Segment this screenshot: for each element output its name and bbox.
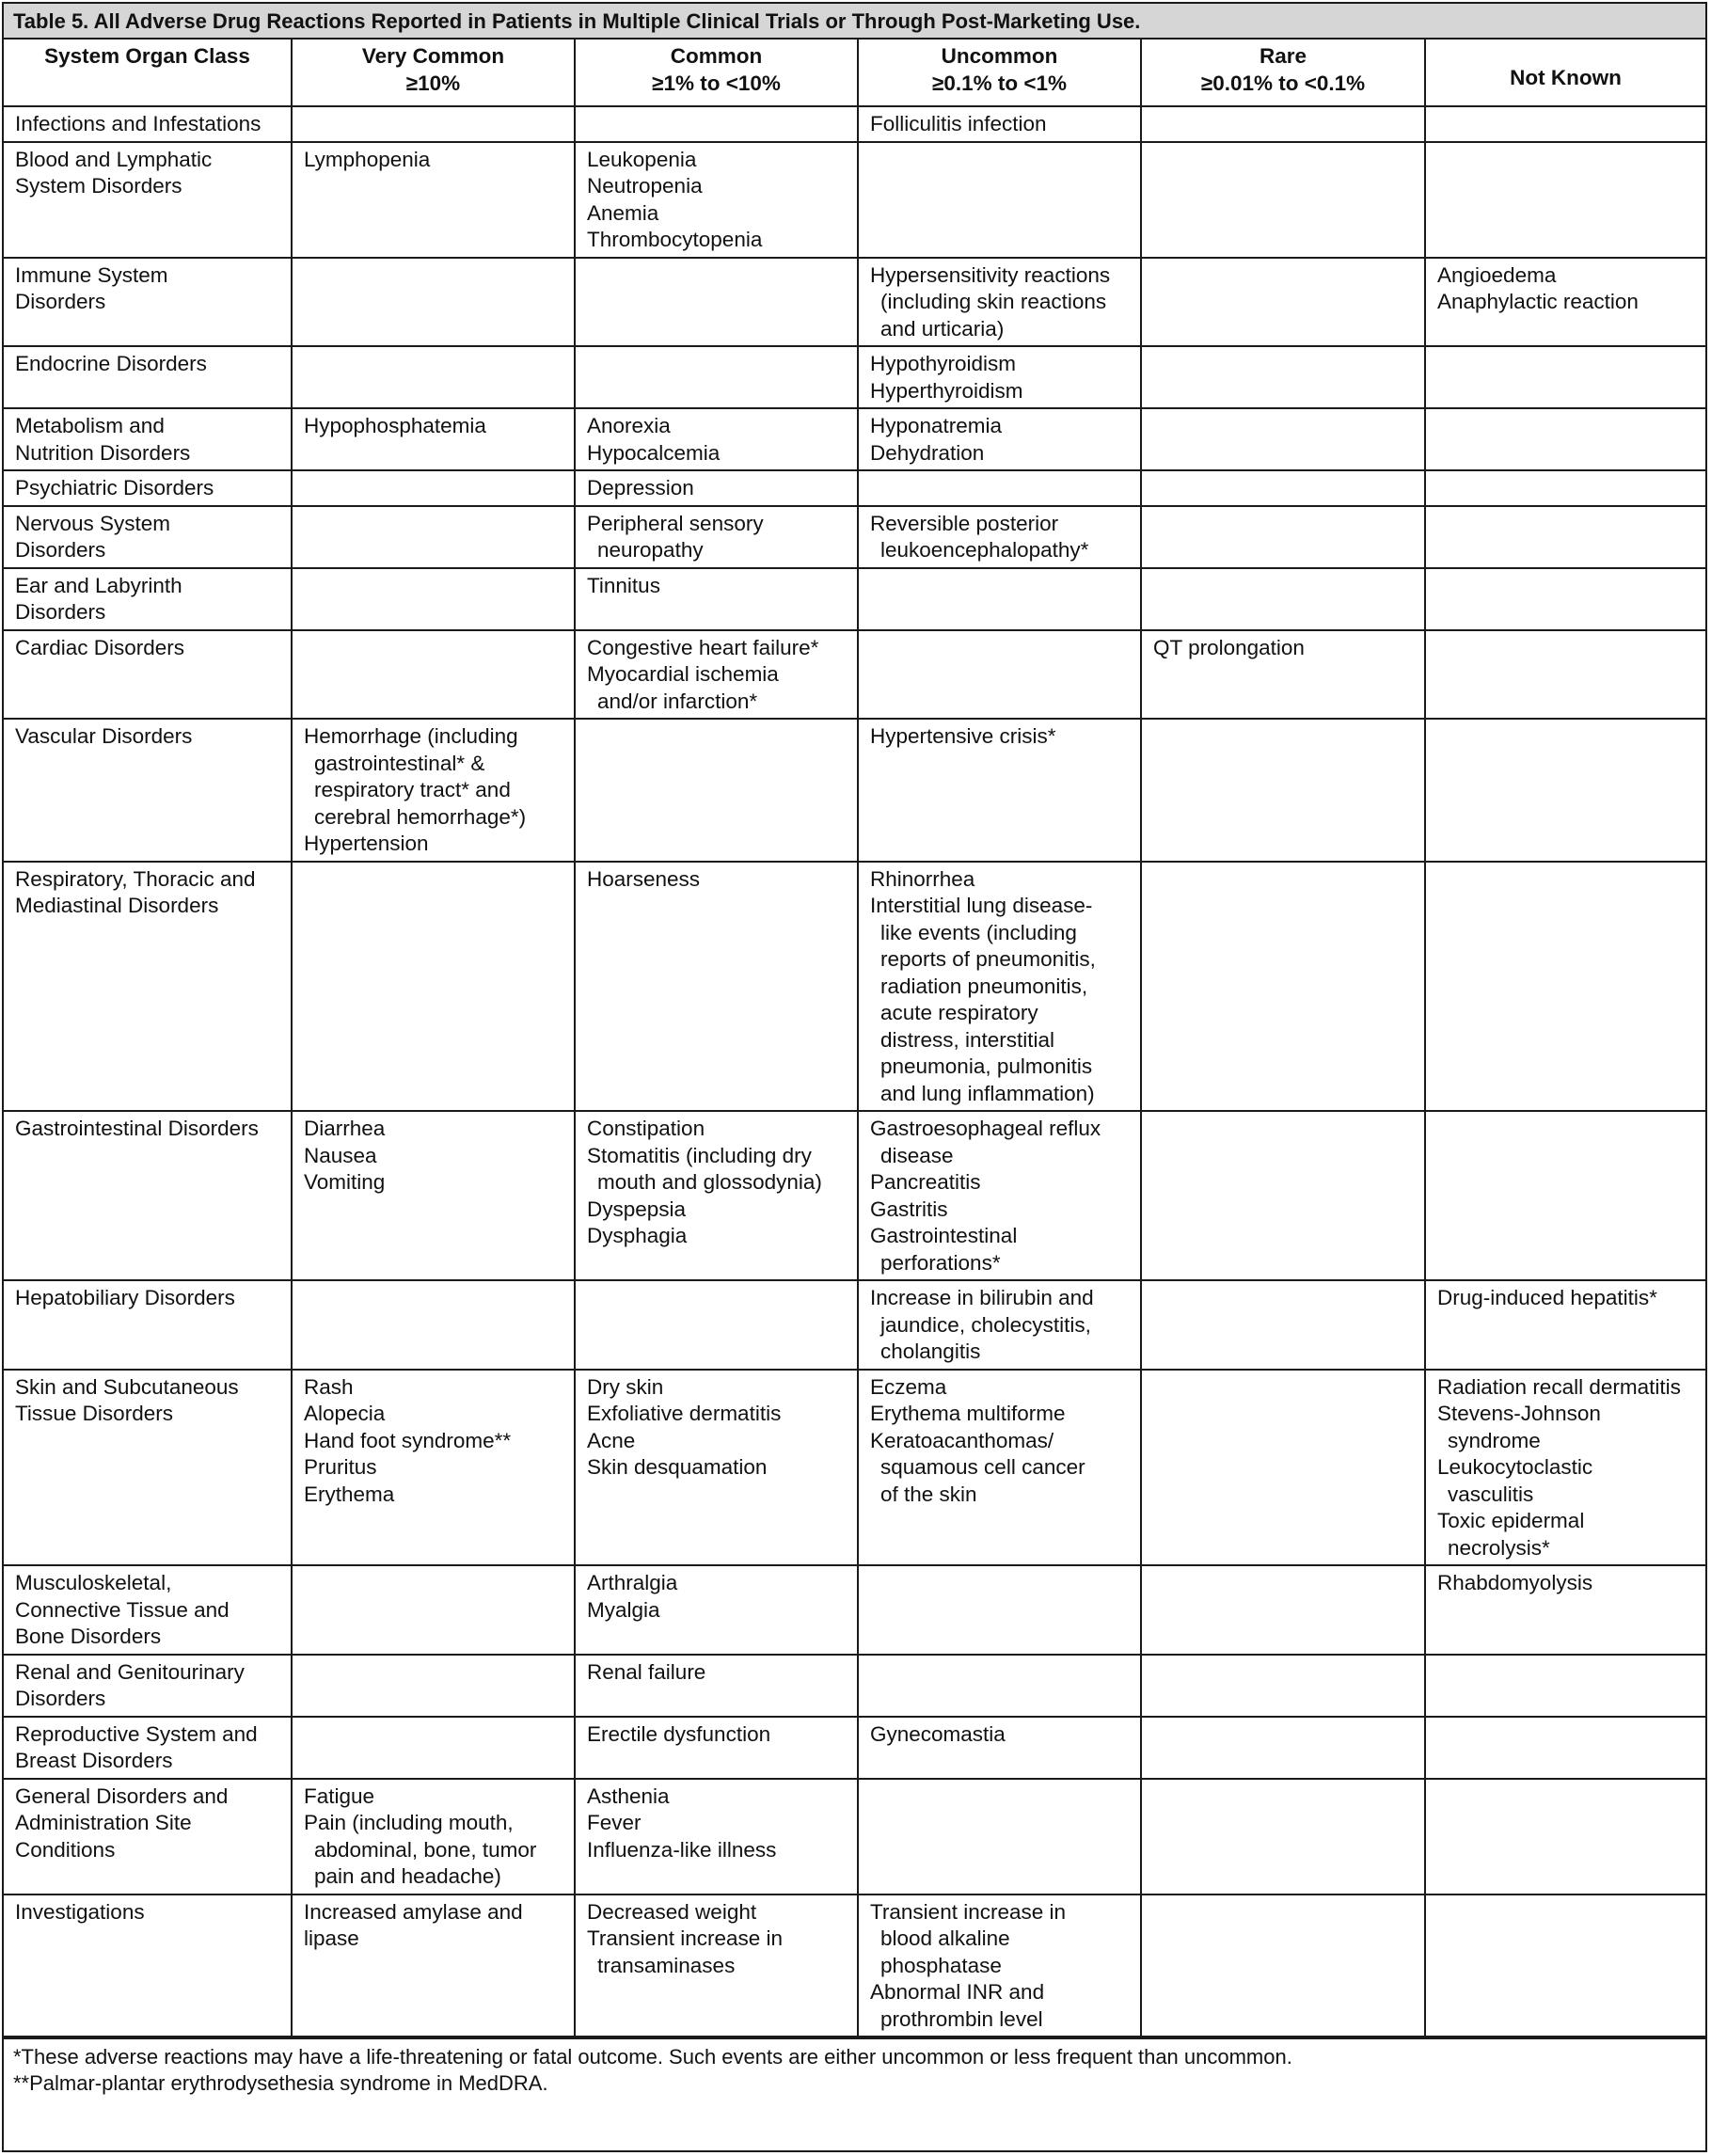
cell-line: Folliculitis infection: [870, 112, 1047, 135]
cell-line: leukoencephalopathy*: [880, 538, 1089, 562]
cell-line: Interstitial lung disease-: [870, 894, 1093, 917]
cell-line: Increase in bilirubin and: [870, 1286, 1094, 1309]
cell-line: Erectile dysfunction: [587, 1721, 771, 1746]
cell-line: Arthralgia: [587, 1571, 678, 1594]
cell-line: Rash: [304, 1374, 354, 1399]
table-row: [4, 106, 1705, 142]
adverse-reactions-table: [4, 40, 1705, 2037]
cell-line: Disorders: [15, 600, 106, 624]
cell-line: gastrointestinal* &: [314, 751, 485, 775]
cell-line: Hemorrhage (including: [304, 724, 518, 748]
cell-line: like events (including: [880, 920, 1077, 944]
cell-common: [575, 568, 858, 630]
cell-line: Transient increase in: [870, 1899, 1067, 1924]
cell-not-known: [1425, 630, 1705, 720]
header-name: Rare: [1259, 44, 1307, 68]
cell-rare: [1141, 630, 1425, 720]
cell-line: Pancreatitis: [870, 1170, 981, 1194]
header-frequency: ≥0.1% to <1%: [931, 71, 1068, 95]
cell-line: Immune System: [15, 262, 168, 287]
table-row: [4, 258, 1705, 347]
cell-line: QT prolongation: [1153, 635, 1305, 659]
cell-line: mouth and glossodynia): [597, 1170, 822, 1194]
cell-line: perforations*: [880, 1250, 1001, 1275]
cell-rare: [1141, 1717, 1425, 1779]
cell-not-known: [1425, 1894, 1705, 2037]
cell-line: Hypocalcemia: [587, 440, 721, 465]
cell-line: General Disorders and: [15, 1783, 229, 1808]
cell-very-common: [292, 568, 575, 630]
cell-system-organ-class: [4, 1894, 292, 2037]
cell-line: Eczema: [870, 1374, 947, 1399]
cell-rare: [1141, 568, 1425, 630]
cell-line: Skin desquamation: [587, 1455, 768, 1479]
cell-line: Anorexia: [587, 414, 671, 437]
cell-uncommon: [858, 1779, 1141, 1894]
cell-very-common: [292, 506, 575, 568]
cell-line: Asthenia: [587, 1783, 670, 1808]
cell-line: pain and headache): [314, 1864, 501, 1888]
cell-rare: [1141, 1565, 1425, 1655]
cell-common: [575, 1717, 858, 1779]
cell-not-known: [1425, 346, 1705, 408]
cell-not-known: [1425, 506, 1705, 568]
cell-system-organ-class: [4, 1280, 292, 1370]
cell-line: Radiation recall dermatitis: [1437, 1374, 1681, 1399]
cell-line: Ear and Labyrinth: [15, 573, 182, 597]
header-frequency: ≥10%: [405, 71, 461, 95]
cell-system-organ-class: [4, 106, 292, 142]
cell-uncommon: [858, 1370, 1141, 1566]
cell-not-known: [1425, 408, 1705, 470]
cell-very-common: [292, 1894, 575, 2037]
table-row: [4, 1717, 1705, 1779]
cell-rare: [1141, 1894, 1425, 2037]
cell-system-organ-class: [4, 1655, 292, 1717]
table-row: [4, 862, 1705, 1112]
cell-not-known: [1425, 719, 1705, 862]
cell-not-known: [1425, 142, 1705, 258]
header-common: [575, 40, 858, 106]
header-rare: [1141, 40, 1425, 106]
cell-very-common: [292, 346, 575, 408]
cell-common: [575, 142, 858, 258]
cell-line: prothrombin level: [880, 2006, 1043, 2031]
cell-common: [575, 862, 858, 1112]
cell-common: [575, 408, 858, 470]
table-body: [4, 106, 1705, 2037]
cell-line: disease: [880, 1143, 954, 1167]
cell-line: Decreased weight: [587, 1899, 757, 1924]
cell-very-common: [292, 719, 575, 862]
cell-line: vasculitis: [1448, 1482, 1534, 1506]
cell-very-common: [292, 258, 575, 347]
cell-uncommon: [858, 1717, 1141, 1779]
cell-line: syndrome: [1448, 1428, 1541, 1452]
cell-very-common: [292, 1655, 575, 1717]
cell-rare: [1141, 346, 1425, 408]
header-frequency: ≥1% to <10%: [652, 71, 781, 95]
cell-common: [575, 630, 858, 720]
cell-system-organ-class: [4, 719, 292, 862]
cell-not-known: [1425, 1655, 1705, 1717]
cell-not-known: [1425, 470, 1705, 506]
header-name: System Organ Class: [44, 44, 250, 68]
cell-rare: [1141, 719, 1425, 862]
cell-uncommon: [858, 106, 1141, 142]
cell-common: [575, 1370, 858, 1566]
header-name: Very Common: [361, 44, 505, 68]
cell-line: Neutropenia: [587, 174, 703, 198]
cell-line: Anemia: [587, 200, 659, 225]
cell-not-known: [1425, 1111, 1705, 1280]
cell-very-common: [292, 408, 575, 470]
cell-very-common: [292, 862, 575, 1112]
cell-line: Myalgia: [587, 1597, 660, 1622]
cell-line: and lung inflammation): [880, 1081, 1095, 1105]
header-name: Uncommon: [941, 44, 1058, 68]
cell-system-organ-class: [4, 1370, 292, 1566]
cell-system-organ-class: [4, 142, 292, 258]
table-row: [4, 346, 1705, 408]
cell-uncommon: [858, 719, 1141, 862]
cell-very-common: [292, 1280, 575, 1370]
cell-line: Respiratory, Thoracic and: [15, 866, 256, 891]
cell-common: [575, 346, 858, 408]
header-system-organ-class: [4, 40, 292, 106]
cell-common: [575, 470, 858, 506]
cell-line: reports of pneumonitis,: [880, 947, 1096, 971]
cell-rare: [1141, 106, 1425, 142]
cell-very-common: [292, 1565, 575, 1655]
cell-uncommon: [858, 1280, 1141, 1370]
cell-line: Erythema: [304, 1482, 395, 1506]
cell-line: lipase: [304, 1926, 359, 1950]
cell-line: abdominal, bone, tumor: [314, 1837, 537, 1862]
cell-line: Hepatobiliary Disorders: [15, 1286, 235, 1309]
cell-line: Pain (including mouth,: [304, 1811, 514, 1834]
cell-uncommon: [858, 568, 1141, 630]
table-row: [4, 568, 1705, 630]
cell-common: [575, 1894, 858, 2037]
cell-line: Keratoacanthomas/: [870, 1428, 1054, 1452]
cell-line: Gastritis: [870, 1197, 948, 1221]
cell-very-common: [292, 106, 575, 142]
cell-line: radiation pneumonitis,: [880, 974, 1088, 998]
cell-line: Hoarseness: [587, 866, 701, 891]
cell-system-organ-class: [4, 258, 292, 347]
cell-line: Increased amylase and: [304, 1899, 523, 1924]
cell-uncommon: [858, 346, 1141, 408]
cell-line: Exfoliative dermatitis: [587, 1402, 782, 1425]
cell-line: Abnormal INR and: [870, 1980, 1045, 2004]
cell-line: Vascular Disorders: [15, 724, 193, 748]
cell-common: [575, 1111, 858, 1280]
cell-line: Renal and Genitourinary: [15, 1659, 245, 1684]
cell-line: Acne: [587, 1428, 636, 1452]
cell-line: Hyperthyroidism: [870, 378, 1023, 403]
cell-line: and urticaria): [880, 316, 1005, 341]
header-uncommon: [858, 40, 1141, 106]
table-row: [4, 408, 1705, 470]
cell-common: [575, 1280, 858, 1370]
cell-line: Dyspepsia: [587, 1197, 687, 1221]
cell-line: cholangitis: [880, 1340, 981, 1363]
cell-line: Reversible posterior: [870, 511, 1059, 535]
cell-uncommon: [858, 862, 1141, 1112]
cell-line: (including skin reactions: [880, 290, 1107, 313]
cell-not-known: [1425, 1779, 1705, 1894]
cell-system-organ-class: [4, 1111, 292, 1280]
table-row: [4, 142, 1705, 258]
cell-line: pneumonia, pulmonitis: [880, 1054, 1093, 1078]
cell-line: Vomiting: [304, 1170, 386, 1194]
cell-line: Mediastinal Disorders: [15, 894, 219, 917]
cell-line: Fatigue: [304, 1783, 375, 1808]
cell-uncommon: [858, 1565, 1141, 1655]
cell-system-organ-class: [4, 1717, 292, 1779]
cell-line: of the skin: [880, 1482, 977, 1506]
cell-very-common: [292, 630, 575, 720]
cell-not-known: [1425, 1280, 1705, 1370]
cell-uncommon: [858, 1655, 1141, 1717]
cell-line: Leukocytoclastic: [1437, 1455, 1593, 1479]
header-not-known: [1425, 40, 1705, 106]
cell-system-organ-class: [4, 506, 292, 568]
table-row: [4, 506, 1705, 568]
cell-line: Rhabdomyolysis: [1437, 1571, 1593, 1594]
cell-line: Investigations: [15, 1899, 145, 1924]
cell-rare: [1141, 258, 1425, 347]
cell-not-known: [1425, 862, 1705, 1112]
cell-line: Gastrointestinal: [870, 1224, 1018, 1247]
cell-line: Psychiatric Disorders: [15, 476, 214, 499]
cell-system-organ-class: [4, 470, 292, 506]
cell-line: Gynecomastia: [870, 1721, 1006, 1746]
cell-line: Lymphopenia: [304, 147, 431, 171]
table-row: [4, 1779, 1705, 1894]
footnotes: [4, 2037, 1705, 2097]
cell-line: Tissue Disorders: [15, 1402, 173, 1425]
cell-rare: [1141, 1111, 1425, 1280]
cell-line: Disorders: [15, 538, 106, 562]
table-row: [4, 1111, 1705, 1280]
cell-uncommon: [858, 142, 1141, 258]
cell-line: Hand foot syndrome**: [304, 1428, 512, 1452]
cell-system-organ-class: [4, 1779, 292, 1894]
cell-line: cerebral hemorrhage*): [314, 804, 527, 829]
cell-rare: [1141, 506, 1425, 568]
cell-line: Drug-induced hepatitis*: [1437, 1286, 1657, 1309]
cell-line: Disorders: [15, 290, 106, 313]
cell-uncommon: [858, 1111, 1141, 1280]
cell-system-organ-class: [4, 408, 292, 470]
cell-line: Nausea: [304, 1143, 377, 1167]
cell-line: Nervous System: [15, 511, 171, 535]
cell-line: Hypertensive crisis*: [870, 724, 1056, 748]
cell-common: [575, 1655, 858, 1717]
cell-line: Myocardial ischemia: [587, 662, 779, 686]
cell-not-known: [1425, 1565, 1705, 1655]
cell-very-common: [292, 142, 575, 258]
cell-line: Gastrointestinal Disorders: [15, 1117, 259, 1140]
cell-line: Administration Site: [15, 1811, 192, 1834]
cell-very-common: [292, 470, 575, 506]
cell-line: Hyponatremia: [870, 414, 1003, 437]
cell-line: Congestive heart failure*: [587, 635, 819, 659]
cell-line: Blood and Lymphatic: [15, 147, 213, 171]
header-name: Not Known: [1510, 65, 1622, 89]
cell-line: Depression: [587, 476, 694, 499]
cell-line: Skin and Subcutaneous: [15, 1374, 239, 1399]
cell-line: Gastroesophageal reflux: [870, 1117, 1101, 1140]
cell-line: Erythema multiforme: [870, 1402, 1066, 1425]
cell-system-organ-class: [4, 862, 292, 1112]
header-very-common: [292, 40, 575, 106]
cell-not-known: [1425, 568, 1705, 630]
cell-line: Pruritus: [304, 1455, 377, 1479]
cell-common: [575, 1779, 858, 1894]
cell-line: and/or infarction*: [597, 689, 758, 713]
cell-line: Rhinorrhea: [870, 866, 975, 891]
table-row: [4, 1655, 1705, 1717]
table-row: [4, 719, 1705, 862]
cell-very-common: [292, 1370, 575, 1566]
cell-line: Influenza-like illness: [587, 1837, 777, 1862]
table-row: [4, 1280, 1705, 1370]
cell-line: neuropathy: [597, 538, 704, 562]
adverse-reactions-table-frame: [2, 2, 1707, 2152]
cell-line: Endocrine Disorders: [15, 352, 207, 375]
table-row: [4, 630, 1705, 720]
cell-rare: [1141, 1779, 1425, 1894]
cell-line: Reproductive System and: [15, 1721, 258, 1746]
cell-line: Dysphagia: [587, 1224, 688, 1247]
cell-line: Connective Tissue and: [15, 1597, 230, 1622]
cell-line: Renal failure: [587, 1659, 706, 1684]
header-name: Common: [670, 44, 763, 68]
cell-not-known: [1425, 1717, 1705, 1779]
cell-common: [575, 719, 858, 862]
cell-line: Hypertension: [304, 832, 429, 855]
cell-line: System Disorders: [15, 174, 182, 198]
cell-line: Dehydration: [870, 440, 985, 465]
table-row: [4, 470, 1705, 506]
cell-line: necrolysis*: [1448, 1535, 1550, 1560]
cell-uncommon: [858, 258, 1141, 347]
cell-line: Constipation: [587, 1117, 705, 1140]
cell-uncommon: [858, 630, 1141, 720]
cell-line: Conditions: [15, 1837, 116, 1862]
cell-line: transaminases: [597, 1953, 736, 1977]
cell-line: jaundice, cholecystitis,: [880, 1312, 1091, 1337]
cell-line: Bone Disorders: [15, 1625, 162, 1648]
cell-system-organ-class: [4, 630, 292, 720]
cell-line: phosphatase: [880, 1953, 1002, 1977]
cell-line: blood alkaline: [880, 1926, 1010, 1950]
cell-line: Transient increase in: [587, 1926, 784, 1950]
cell-line: Breast Disorders: [15, 1749, 173, 1772]
cell-rare: [1141, 862, 1425, 1112]
cell-line: Stevens-Johnson: [1437, 1402, 1601, 1425]
cell-common: [575, 506, 858, 568]
cell-common: [575, 1565, 858, 1655]
cell-very-common: [292, 1779, 575, 1894]
cell-line: Toxic epidermal: [1437, 1509, 1585, 1532]
cell-line: distress, interstitial: [880, 1027, 1055, 1052]
cell-system-organ-class: [4, 1565, 292, 1655]
cell-line: squamous cell cancer: [880, 1455, 1085, 1479]
cell-line: acute respiratory: [880, 1001, 1038, 1024]
cell-line: respiratory tract* and: [314, 778, 511, 801]
cell-line: Leukopenia: [587, 147, 697, 171]
cell-uncommon: [858, 408, 1141, 470]
table-row: [4, 1370, 1705, 1566]
cell-very-common: [292, 1111, 575, 1280]
cell-uncommon: [858, 506, 1141, 568]
cell-line: Stomatitis (including dry: [587, 1143, 812, 1167]
cell-not-known: [1425, 258, 1705, 347]
cell-line: Cardiac Disorders: [15, 635, 185, 659]
cell-line: Peripheral sensory: [587, 511, 764, 535]
cell-line: Hypothyroidism: [870, 352, 1017, 375]
cell-line: Thrombocytopenia: [587, 228, 763, 251]
cell-rare: [1141, 470, 1425, 506]
cell-line: Nutrition Disorders: [15, 440, 191, 465]
table-title: Table 5. All Adverse Drug Reactions Reported in Patients in Multiple Clinical Trials or Through Post-Marketing Use.: [4, 4, 1705, 40]
header-row: [4, 40, 1705, 106]
cell-rare: [1141, 408, 1425, 470]
table-row: [4, 1565, 1705, 1655]
cell-line: Anaphylactic reaction: [1437, 290, 1639, 313]
header-frequency: ≥0.01% to <0.1%: [1200, 71, 1366, 95]
cell-line: Alopecia: [304, 1402, 386, 1425]
cell-line: Metabolism and: [15, 414, 165, 437]
cell-rare: [1141, 142, 1425, 258]
cell-line: Angioedema: [1437, 262, 1557, 287]
cell-rare: [1141, 1655, 1425, 1717]
cell-line: Musculoskeletal,: [15, 1571, 172, 1594]
cell-system-organ-class: [4, 346, 292, 408]
cell-line: Dry skin: [587, 1374, 664, 1399]
cell-line: Hypersensitivity reactions: [870, 262, 1111, 287]
cell-line: Diarrhea: [304, 1117, 386, 1140]
cell-uncommon: [858, 1894, 1141, 2037]
cell-rare: [1141, 1280, 1425, 1370]
cell-line: Fever: [587, 1811, 642, 1834]
table-row: [4, 1894, 1705, 2037]
cell-uncommon: [858, 470, 1141, 506]
cell-line: Infections and Infestations: [15, 112, 261, 135]
cell-line: Hypophosphatemia: [304, 414, 486, 437]
cell-common: [575, 258, 858, 347]
cell-rare: [1141, 1370, 1425, 1566]
cell-very-common: [292, 1717, 575, 1779]
cell-not-known: [1425, 106, 1705, 142]
footnote-single-asterisk: *These adverse reactions may have a life-threatening or fatal outcome. Such events are either uncommon or less frequent than uncommon.: [13, 2045, 1292, 2069]
cell-line: Disorders: [15, 1687, 106, 1710]
cell-common: [575, 106, 858, 142]
cell-line: Tinnitus: [587, 573, 660, 597]
cell-system-organ-class: [4, 568, 292, 630]
footnote-double-asterisk: **Palmar-plantar erythrodysethesia syndrome in MedDRA.: [13, 2071, 548, 2095]
cell-not-known: [1425, 1370, 1705, 1566]
